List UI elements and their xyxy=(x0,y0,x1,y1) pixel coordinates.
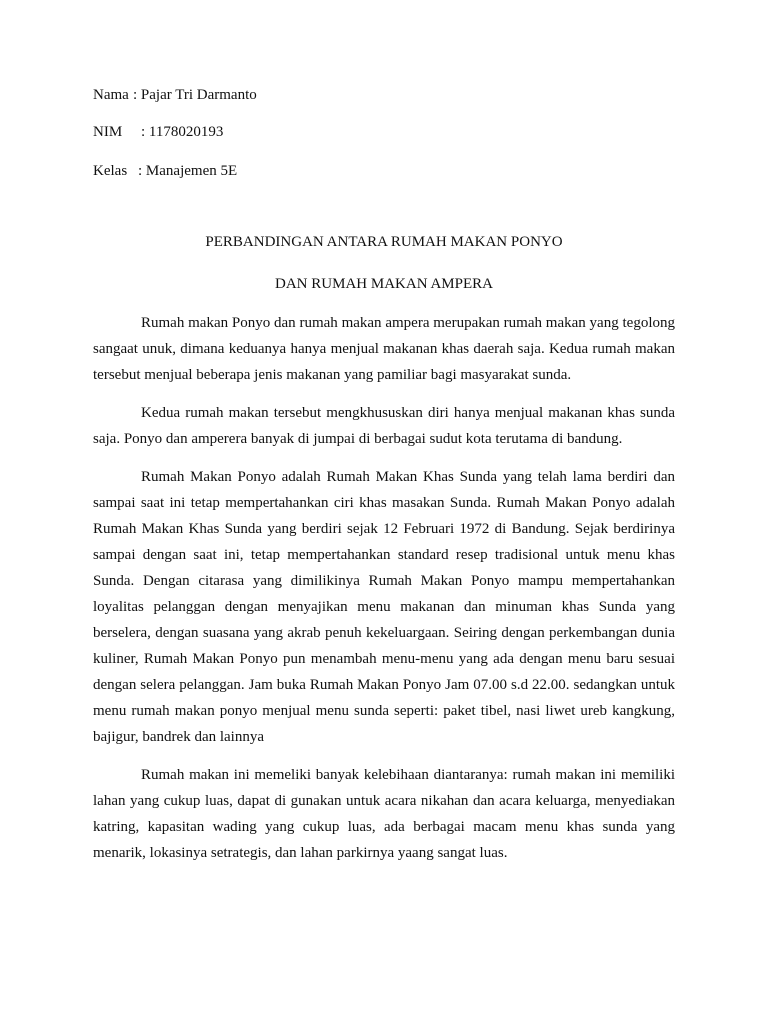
class-value: : Manajemen 5E xyxy=(138,163,238,179)
paragraph: Rumah makan Ponyo dan rumah makan ampera merupakan rumah makan yang tegolong sangaat unuk, dimana keduanya hanya menjual makanan khas daerah saja. Kedua rumah makan tersebut menjual beberapa jenis makanan yang pamiliar bagi masyarakat sunda. xyxy=(93,315,675,383)
paragraph: Kedua rumah makan tersebut mengkhususkan diri hanya menjual makanan khas sunda saja. Ponyo dan amperera banyak di jumpai di berbagai sudut kota terutama di bandung. xyxy=(93,405,675,447)
name-label: Nama xyxy=(93,87,129,103)
class-label: Kelas xyxy=(93,163,128,179)
nim-label: NIM xyxy=(93,124,123,140)
document-page xyxy=(93,0,675,1024)
name-row xyxy=(93,86,257,104)
document-body xyxy=(93,310,675,878)
paragraph: Rumah makan ini memeliki banyak kelebihaan diantaranya: rumah makan ini memiliki lahan yang cukup luas, dapat di gunakan untuk acara nikahan dan acara keluarga, menyediakan katring, kapasitan wading yang cukup luas, ada berbagai macam menu khas sunda yang menarik, lokasinya setrategis, dan lahan parkirnya yaang sangat luas. xyxy=(93,767,675,861)
class-row xyxy=(93,162,237,180)
document-title-line-2: DAN RUMAH MAKAN AMPERA xyxy=(275,276,493,292)
document-title-line-1: PERBANDINGAN ANTARA RUMAH MAKAN PONYO xyxy=(205,234,563,250)
nim-row xyxy=(93,123,223,141)
paragraph: Rumah Makan Ponyo adalah Rumah Makan Khas Sunda yang telah lama berdiri dan sampai saat ini tetap mempertahankan ciri khas masakan Sunda. Rumah Makan Ponyo adalah Rumah Makan Khas Sunda yang berdiri sejak 12 Februari 1972 di Bandung. Sejak berdirinya sampai dengan saat ini, tetap mempertahankan standard resep tradisional untuk menu khas Sunda. Dengan citarasa yang dimilikinya Rumah Makan Ponyo mampu mempertahankan loyalitas pelanggan dengan menyajikan menu makanan dan minuman khas Sunda yang berselera, dengan suasana yang akrab penuh kekeluargaan. Seiring dengan perkembangan dunia kuliner, Rumah Makan Ponyo pun menambah menu-menu yang ada dengan menu baru sesuai dengan selera pelanggan. Jam buka Rumah Makan Ponyo Jam 07.00 s.d 22.00. sedangkan untuk menu rumah makan ponyo menjual menu sunda seperti: paket tibel, nasi liwet ureb kangkung, bajigur, bandrek dan lainnya xyxy=(93,469,675,745)
nim-value: : 1178020193 xyxy=(141,124,224,140)
name-value: : Pajar Tri Darmanto xyxy=(133,87,257,103)
